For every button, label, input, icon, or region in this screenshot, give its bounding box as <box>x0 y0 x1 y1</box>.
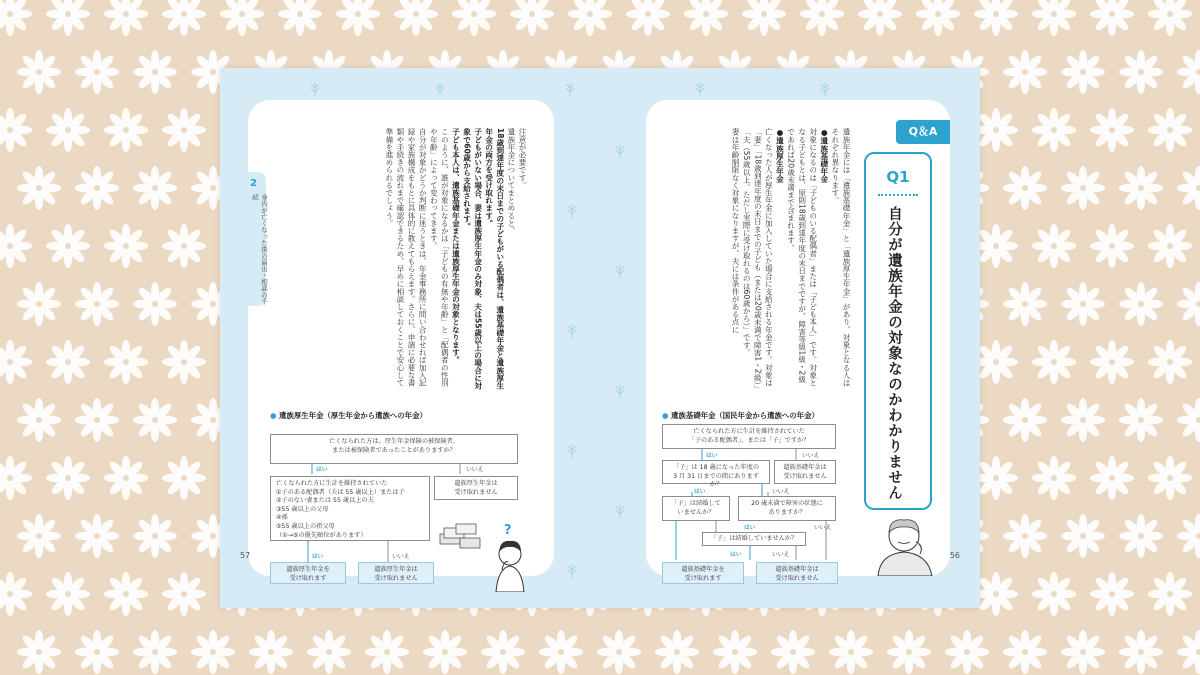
flower-icon <box>713 630 757 674</box>
right-body-text <box>730 128 852 390</box>
question-box <box>864 152 932 510</box>
flower-icon <box>1032 0 1076 36</box>
body-paragraph <box>785 128 818 390</box>
flower-icon <box>1177 630 1200 674</box>
leaf-icon <box>311 82 319 96</box>
leaf-icon <box>568 204 576 218</box>
flower-icon <box>1177 398 1200 442</box>
flower-icon <box>46 0 90 36</box>
flower-icon <box>0 108 32 152</box>
body-text-run: このように、誰が対象になるかは「子どもの有無や年齢」と「配偶者の性別や年齢」によって変わってきます。 <box>429 128 450 387</box>
flower-icon <box>104 0 148 36</box>
flower-icon <box>394 0 438 36</box>
body-text-run: 亡くなった人が厚生年金に加入していた場合に支給される年金です。対象は「妻」「18歳到達年度の末日までの子ども（または20歳未満で障害1・2級）」「夫（55歳以上。ただし実際に受け取れるのは60歳から）」です。 <box>742 128 774 389</box>
left-page <box>240 100 554 582</box>
flower-icon <box>1148 0 1192 36</box>
chapter-tab <box>248 172 266 306</box>
flower-icon <box>974 224 1018 268</box>
body-paragraph <box>506 128 517 390</box>
flower-icon <box>1177 514 1200 558</box>
bold-text: 子ども本人は、遺族基礎年金または遺族厚生年金の対象となります。 <box>451 128 461 364</box>
right-q4-box: 20 歳未満で障害の状態に ありますか？ <box>738 496 836 521</box>
left-no-label: いいえ <box>466 467 484 473</box>
bold-text: ●遺族厚生年金 <box>775 128 785 183</box>
body-paragraph <box>730 128 741 390</box>
person-worried-illustration <box>870 512 940 576</box>
flower-icon <box>1090 340 1134 384</box>
money-stack-icon <box>440 524 480 548</box>
question-divider <box>878 194 918 196</box>
flower-icon <box>133 282 177 326</box>
flower-icon <box>162 456 206 500</box>
leaf-icon <box>616 144 624 158</box>
flower-icon <box>1119 398 1163 442</box>
flower-icon <box>1177 50 1200 94</box>
body-text-run: 対象になるのは「子どものいる配偶者」または「子ども本人」です。対象となる子どもとは、原則18歳到達年度の末日までですが、障害等級1級・2級であれば20歳未満まで含まれます。 <box>786 128 818 387</box>
chapter-label: 身内が亡くなった後の届出・相談の手続 <box>251 194 268 305</box>
flower-icon <box>1061 50 1105 94</box>
body-paragraph <box>741 128 774 390</box>
flower-icon <box>133 166 177 210</box>
flower-icon <box>133 630 177 674</box>
flower-icon <box>1032 456 1076 500</box>
body-text-run: 注意が必要です。 <box>518 128 527 189</box>
flower-icon <box>1032 572 1076 616</box>
flower-icon <box>1061 514 1105 558</box>
flower-icon <box>1148 456 1192 500</box>
right-no-result-box: 遺族基礎年金は 受け取れません <box>774 460 836 484</box>
right-no2-label: いいえ <box>772 489 790 495</box>
right-q1-box: 亡くなられた方に生計を維持されていた 「子のある配偶者」、または「子」ですか？ <box>662 424 836 449</box>
qa-tag: Q＆A <box>896 120 950 144</box>
flower-icon <box>887 630 931 674</box>
flower-icon <box>336 0 380 36</box>
flower-icon <box>1003 282 1047 326</box>
right-page-number: 56 <box>949 551 960 560</box>
flower-icon <box>974 572 1018 616</box>
flower-icon <box>191 630 235 674</box>
leaf-icon <box>696 82 704 96</box>
flower-icon <box>104 572 148 616</box>
flower-icon <box>626 0 670 36</box>
flower-icon <box>1148 572 1192 616</box>
left-no-result-box: 遺族厚生年金は 受け取れません <box>434 476 518 500</box>
flower-icon <box>423 630 467 674</box>
flower-icon <box>133 514 177 558</box>
right-no4-label: いいえ <box>772 552 790 558</box>
flower-icon <box>1003 514 1047 558</box>
leaf-icon <box>566 82 574 96</box>
flower-icon <box>220 0 264 36</box>
right-section-title <box>662 410 819 421</box>
flower-icon <box>800 0 844 36</box>
flower-icon <box>133 398 177 442</box>
flower-icon <box>46 340 90 384</box>
bold-text: 子どもがいない場合、妻は遺族厚生年金のみ対象、夫は55歳以上の場合に対象で60歳から支給されます。 <box>462 128 483 390</box>
body-paragraph <box>461 128 483 390</box>
body-paragraph <box>450 128 461 390</box>
flower-icon <box>133 50 177 94</box>
right-q2-box: 「子」は 18 歳になった年度の 3 月 31 日までの間にありますか？ <box>662 460 770 484</box>
flower-icon <box>1177 166 1200 210</box>
left-section-title-text: 遺族厚生年金（厚生年金から遺族への年金） <box>279 411 427 420</box>
flower-icon <box>539 630 583 674</box>
leaf-icon <box>616 264 624 278</box>
flower-icon <box>1119 514 1163 558</box>
flower-icon <box>1119 50 1163 94</box>
flower-icon <box>17 514 61 558</box>
right-q5-box: 「子」は結婚していませんか？ <box>702 532 806 546</box>
person-thinking-illustration <box>438 520 542 592</box>
flower-icon <box>162 0 206 36</box>
flower-icon <box>1148 224 1192 268</box>
leaf-icon <box>568 324 576 338</box>
flower-icon <box>75 50 119 94</box>
question-title: 自分が遺族年金の対象なのかわかりません <box>886 206 902 501</box>
flower-icon <box>162 340 206 384</box>
flower-icon <box>75 166 119 210</box>
body-text-run: 遺族年金についてまとめると、 <box>506 128 516 235</box>
bullet-icon: ● <box>270 411 277 420</box>
leaf-icon <box>568 564 576 578</box>
flower-icon <box>0 224 32 268</box>
flower-icon <box>1090 456 1134 500</box>
flower-icon <box>0 0 32 36</box>
left-q1-box: 亡くなられた方は、厚生年金保険の被保険者、 または被保険者であったことがありますか？ <box>270 434 518 464</box>
flower-icon <box>162 224 206 268</box>
flower-icon <box>1032 340 1076 384</box>
flower-icon <box>104 108 148 152</box>
flower-icon <box>17 282 61 326</box>
right-yes3-label: はい <box>744 525 756 531</box>
flower-icon <box>742 0 786 36</box>
flower-icon <box>1061 282 1105 326</box>
flower-icon <box>974 0 1018 36</box>
book-spread <box>220 68 980 608</box>
flower-icon <box>75 398 119 442</box>
flower-icon <box>858 0 902 36</box>
flower-icon <box>1003 398 1047 442</box>
flower-icon <box>684 0 728 36</box>
bold-text: 18歳到達年度の末日までの子どもがいる配偶者は、遺族基礎年金と遺族厚生年金の両方を受け取れます。 <box>484 128 505 390</box>
flower-icon <box>1061 398 1105 442</box>
flower-icon <box>307 630 351 674</box>
question-number: Q1 <box>886 168 910 186</box>
body-paragraph <box>517 128 528 390</box>
flower-icon <box>46 456 90 500</box>
flower-icon <box>974 456 1018 500</box>
body-text-run: 自分が対象かどうか判断に迷うときは、年金事務所に問い合わせれば加入記録や家族構成をもとに具体的に教えてもらえます。さらに、申請に必要な書類や手続きの流れまで確認できるため、早めに相談しておくことで安心して準備を進められるでしょう。 <box>384 128 428 387</box>
body-text-run: 妻は年齢制限なく対象になりますが、夫には条件がある点に <box>731 128 741 334</box>
flower-icon <box>1090 108 1134 152</box>
flower-icon <box>162 108 206 152</box>
flower-icon <box>568 0 612 36</box>
right-no3-label: いいえ <box>814 525 832 531</box>
flower-icon <box>17 630 61 674</box>
flower-icon <box>17 166 61 210</box>
flower-icon <box>104 340 148 384</box>
chapter-number: 2 <box>250 178 257 189</box>
body-text-run: 遺族年金には「遺族基礎年金」と「遺族厚生年金」があり、対象となる人はそれぞれ異なります。 <box>830 128 851 387</box>
flower-icon <box>945 630 989 674</box>
flower-icon <box>75 282 119 326</box>
leaf-icon <box>568 444 576 458</box>
bold-text: ●遺族基礎年金 <box>819 128 829 183</box>
left-result-yes: 遺族厚生年金を 受け取れます <box>270 562 346 584</box>
left-section-title <box>270 410 427 421</box>
body-paragraph <box>484 128 506 390</box>
right-result-yes: 遺族基礎年金を 受け取れます <box>662 562 744 584</box>
leaf-icon <box>821 82 829 96</box>
flower-icon <box>104 224 148 268</box>
body-paragraph <box>819 128 830 390</box>
flower-icon <box>278 0 322 36</box>
leaf-icon <box>616 504 624 518</box>
right-yes2-label: はい <box>694 489 706 495</box>
flower-icon <box>655 630 699 674</box>
flower-icon <box>0 456 32 500</box>
flower-icon <box>510 0 554 36</box>
body-paragraph <box>384 128 428 390</box>
right-no-label: いいえ <box>802 453 820 459</box>
flower-icon <box>17 50 61 94</box>
flower-icon <box>46 224 90 268</box>
question-mark: ? <box>504 523 512 538</box>
flower-icon <box>1119 166 1163 210</box>
flower-icon <box>75 514 119 558</box>
flower-icon <box>46 572 90 616</box>
flower-icon <box>1148 340 1192 384</box>
flower-icon <box>1061 630 1105 674</box>
flower-icon <box>771 630 815 674</box>
body-paragraph <box>774 128 785 390</box>
flower-icon <box>1177 282 1200 326</box>
flower-icon <box>1090 0 1134 36</box>
body-paragraph <box>428 128 450 390</box>
flower-icon <box>104 456 148 500</box>
flower-icon <box>481 630 525 674</box>
flower-icon <box>452 0 496 36</box>
flower-icon <box>1032 224 1076 268</box>
flower-icon <box>1119 282 1163 326</box>
right-yes4-label: はい <box>730 552 742 558</box>
left-no2-label: いいえ <box>392 554 410 560</box>
leaf-icon <box>616 384 624 398</box>
right-yes-label: はい <box>706 453 718 459</box>
flower-icon <box>597 630 641 674</box>
flower-icon <box>916 0 960 36</box>
right-section-title-text: 遺族基礎年金（国民年金から遺族への年金） <box>671 411 819 420</box>
flower-icon <box>75 630 119 674</box>
flower-icon <box>1003 50 1047 94</box>
flower-icon <box>1090 572 1134 616</box>
flower-icon <box>974 340 1018 384</box>
left-yes2-label: はい <box>312 554 324 560</box>
flower-icon <box>0 572 32 616</box>
left-conditions-box: 亡くなられた方に生計を維持されていた ①子のある配偶者（夫は 55 歳以上）または子 ②子のない妻または 55 歳以上の夫 ③55 歳以上の父母 ④孫 ⑤55 歳以上の祖父母 （①→⑤の優先順位があります） <box>270 476 430 541</box>
flower-icon <box>1003 166 1047 210</box>
body-paragraph <box>830 128 852 390</box>
flower-icon <box>1090 224 1134 268</box>
flower-icon <box>974 108 1018 152</box>
flower-icon <box>249 630 293 674</box>
left-yes-label: はい <box>316 467 328 473</box>
bullet-icon: ● <box>662 411 669 420</box>
right-q3-box: 「子」は結婚して いませんか？ <box>662 496 730 521</box>
flower-icon <box>1003 630 1047 674</box>
flower-icon <box>17 398 61 442</box>
left-page-number: 57 <box>240 551 251 560</box>
flower-icon <box>829 630 873 674</box>
right-page <box>646 100 960 582</box>
leaf-icon <box>436 82 444 96</box>
flower-icon <box>1061 166 1105 210</box>
flower-icon <box>162 572 206 616</box>
left-result-no: 遺族厚生年金は 受け取れません <box>358 562 434 584</box>
left-body-text <box>384 128 528 390</box>
flower-icon <box>1119 630 1163 674</box>
flower-icon <box>365 630 409 674</box>
flower-icon <box>1032 108 1076 152</box>
flower-icon <box>46 108 90 152</box>
flower-icon <box>1148 108 1192 152</box>
right-result-no: 遺族基礎年金は 受け取れません <box>756 562 838 584</box>
flower-icon <box>0 340 32 384</box>
